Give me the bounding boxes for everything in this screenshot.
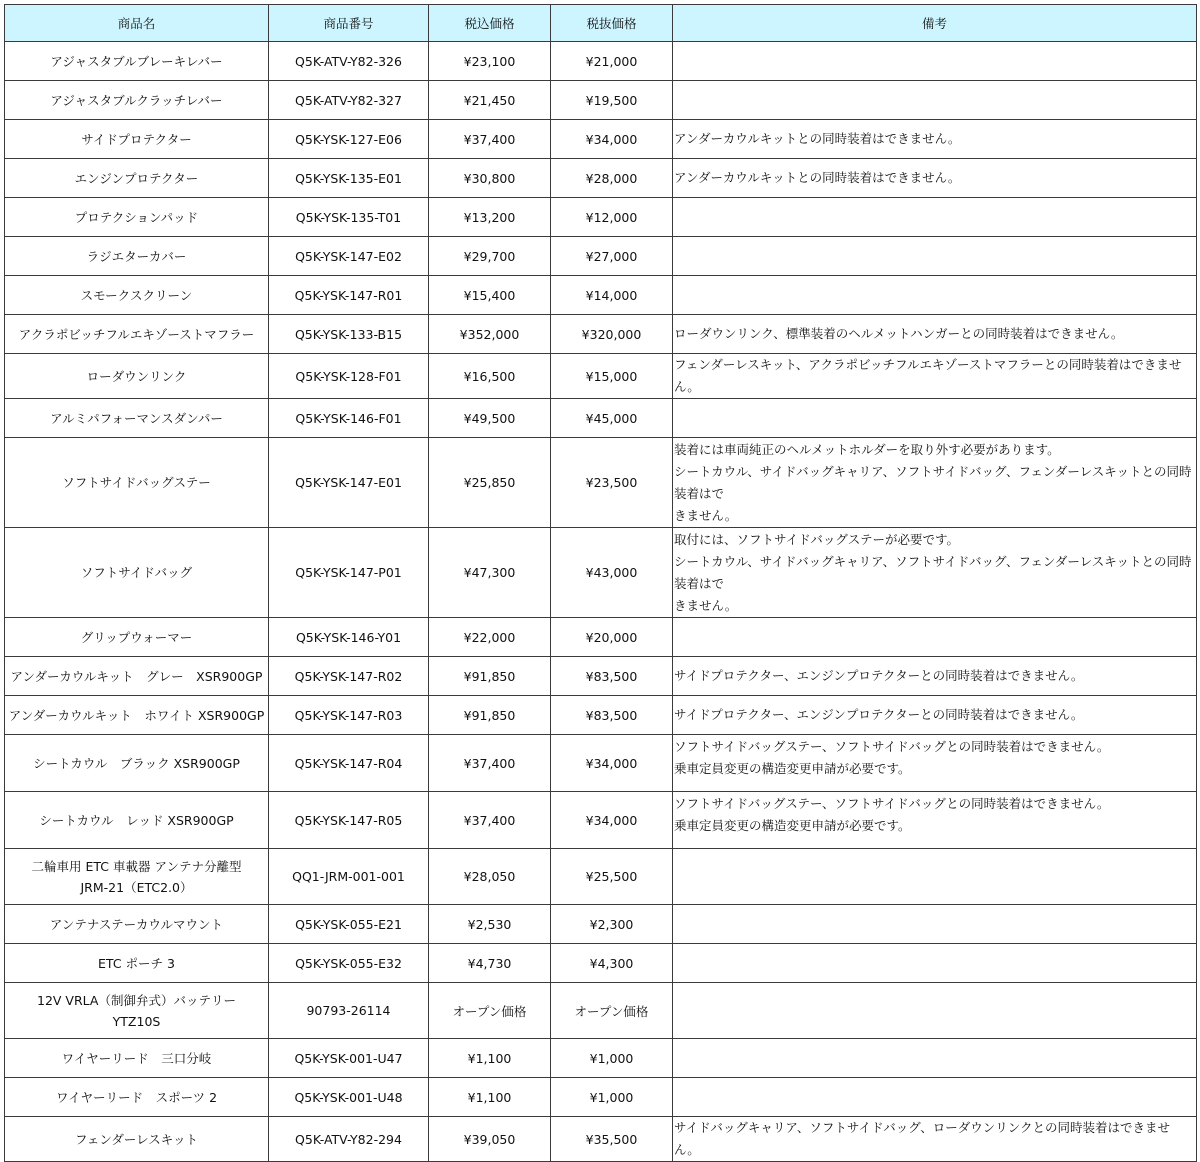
table-row	[5, 276, 1197, 315]
cell-price-tax-included: ¥13,200	[429, 198, 551, 237]
note-line: きません。	[674, 508, 738, 523]
note-line: シートカウル、サイドバッグキャリア、ソフトサイドバッグ、フェンダーレスキットとの同時装着はで	[674, 554, 1192, 591]
product-name-line: アジャスタブルブレーキレバー	[50, 53, 223, 69]
product-name-line: ソフトサイドバッグステー	[62, 475, 211, 490]
table-row	[5, 1039, 1197, 1078]
table-row	[5, 315, 1197, 354]
cell-notes	[673, 792, 1197, 849]
cell-product-code: Q5K-YSK-147-R05	[269, 792, 429, 849]
cell-product-code: Q5K-YSK-127-E06	[269, 120, 429, 159]
table-row	[5, 399, 1197, 438]
cell-product-code: Q5K-YSK-146-Y01	[269, 618, 429, 657]
cell-product-code: Q5K-YSK-135-E01	[269, 159, 429, 198]
product-name-line: サイドプロテクター	[81, 131, 192, 147]
cell-price-tax-excluded: ¥27,000	[551, 237, 673, 276]
cell-price-tax-included: ¥47,300	[429, 528, 551, 618]
note-line: アンダーカウルキットとの同時装着はできません。	[674, 131, 961, 146]
cell-notes	[673, 276, 1197, 315]
cell-price-tax-included: ¥91,850	[429, 657, 551, 696]
cell-product-code: Q5K-YSK-147-P01	[269, 528, 429, 618]
cell-product-code: Q5K-YSK-147-R02	[269, 657, 429, 696]
cell-product-name	[5, 159, 269, 198]
cell-product-code: QQ1-JRM-001-001	[269, 849, 429, 905]
cell-product-name	[5, 120, 269, 159]
note-line: サイドプロテクター、エンジンプロテクターとの同時装着はできません。	[674, 668, 1084, 683]
product-name-line: グリップウォーマー	[80, 629, 193, 645]
product-name-line: ワイヤーリード スポーツ 2	[55, 1089, 218, 1105]
cell-price-tax-included: ¥37,400	[429, 120, 551, 159]
note-line: 乗車定員変更の構造変更申請が必要です。	[674, 761, 911, 776]
cell-price-tax-included: ¥28,050	[429, 849, 551, 905]
product-name-line: アンダーカウルキット グレー XSR900GP	[10, 668, 263, 684]
cell-price-tax-included: ¥2,530	[429, 905, 551, 944]
note-line: シートカウル、サイドバッグキャリア、ソフトサイドバッグ、フェンダーレスキットとの同時装着はで	[674, 464, 1192, 501]
header-price-tax-excluded: 税抜価格	[551, 5, 673, 42]
table-body	[5, 42, 1197, 1162]
product-name-line: シートカウル レッド XSR900GP	[39, 812, 234, 828]
cell-product-name	[5, 1117, 269, 1162]
table-row	[5, 120, 1197, 159]
cell-price-tax-included: ¥16,500	[429, 354, 551, 399]
product-name-line: アンテナステーカウルマウント	[49, 916, 224, 932]
cell-notes	[673, 315, 1197, 354]
cell-price-tax-excluded: ¥14,000	[551, 276, 673, 315]
cell-price-tax-excluded: ¥20,000	[551, 618, 673, 657]
cell-product-code: Q5K-YSK-147-E02	[269, 237, 429, 276]
cell-notes	[673, 618, 1197, 657]
cell-price-tax-excluded: ¥15,000	[551, 354, 673, 399]
cell-price-tax-excluded: ¥34,000	[551, 735, 673, 792]
table-row	[5, 618, 1197, 657]
header-row	[5, 5, 1197, 42]
product-name-line: JRM-21（ETC2.0）	[80, 879, 193, 895]
note-line: 装着には車両純正のヘルメットホルダーを取り外す必要があります。	[674, 442, 1060, 457]
cell-price-tax-included: ¥37,400	[429, 735, 551, 792]
cell-price-tax-included: ¥30,800	[429, 159, 551, 198]
product-name-line: ローダウンリンク	[86, 368, 187, 384]
table-row	[5, 354, 1197, 399]
cell-product-name	[5, 315, 269, 354]
product-name-line: スモークスクリーン	[80, 287, 193, 303]
product-name-line: ソフトサイドバッグ	[80, 565, 193, 580]
product-name-line: アジャスタブルクラッチレバー	[50, 92, 223, 108]
cell-product-name	[5, 792, 269, 849]
cell-price-tax-excluded: ¥1,000	[551, 1039, 673, 1078]
table-row	[5, 42, 1197, 81]
cell-notes	[673, 354, 1197, 399]
cell-product-name	[5, 237, 269, 276]
cell-product-code: Q5K-YSK-133-B15	[269, 315, 429, 354]
cell-product-name	[5, 354, 269, 399]
header-price-tax-included: 税込価格	[429, 5, 551, 42]
cell-notes	[673, 696, 1197, 735]
table-row	[5, 983, 1197, 1039]
cell-price-tax-included: ¥22,000	[429, 618, 551, 657]
cell-notes	[673, 983, 1197, 1039]
table-row	[5, 657, 1197, 696]
header-product-code: 商品番号	[269, 5, 429, 42]
cell-price-tax-excluded: ¥12,000	[551, 198, 673, 237]
cell-notes	[673, 198, 1197, 237]
cell-notes	[673, 528, 1197, 618]
cell-price-tax-excluded: ¥1,000	[551, 1078, 673, 1117]
cell-notes	[673, 735, 1197, 792]
cell-product-code: Q5K-ATV-Y82-294	[269, 1117, 429, 1162]
cell-product-code: Q5K-YSK-147-E01	[269, 438, 429, 528]
product-name-line: アクラポビッチフルエキゾーストマフラー	[18, 326, 255, 342]
cell-product-code: Q5K-YSK-128-F01	[269, 354, 429, 399]
cell-notes	[673, 1039, 1197, 1078]
cell-product-name	[5, 849, 269, 905]
note-line: 乗車定員変更の構造変更申請が必要です。	[674, 818, 911, 833]
cell-price-tax-excluded: ¥21,000	[551, 42, 673, 81]
product-table	[4, 4, 1197, 1162]
cell-price-tax-excluded: ¥28,000	[551, 159, 673, 198]
cell-notes	[673, 42, 1197, 81]
cell-notes	[673, 944, 1197, 983]
table-row	[5, 81, 1197, 120]
cell-product-code: 90793-26114	[269, 983, 429, 1039]
cell-product-name	[5, 983, 269, 1039]
cell-price-tax-excluded: ¥34,000	[551, 792, 673, 849]
cell-price-tax-included: オープン価格	[429, 983, 551, 1039]
product-name-line: プロテクションパッド	[74, 209, 199, 225]
cell-price-tax-excluded: ¥320,000	[551, 315, 673, 354]
note-line: きません。	[674, 598, 738, 613]
cell-price-tax-excluded: ¥4,300	[551, 944, 673, 983]
cell-notes	[673, 657, 1197, 696]
cell-price-tax-included: ¥1,100	[429, 1078, 551, 1117]
cell-product-code: Q5K-ATV-Y82-326	[269, 42, 429, 81]
cell-price-tax-excluded: ¥43,000	[551, 528, 673, 618]
cell-notes	[673, 1078, 1197, 1117]
header-product-name: 商品名	[5, 5, 269, 42]
table-row	[5, 696, 1197, 735]
cell-product-name	[5, 42, 269, 81]
cell-price-tax-included: ¥1,100	[429, 1039, 551, 1078]
cell-product-code: Q5K-YSK-147-R01	[269, 276, 429, 315]
note-line: ソフトサイドバッグステー、ソフトサイドバッグとの同時装着はできません。	[674, 796, 1110, 811]
cell-product-name	[5, 438, 269, 528]
note-line: アンダーカウルキットとの同時装着はできません。	[674, 170, 961, 185]
cell-product-name	[5, 399, 269, 438]
cell-notes	[673, 905, 1197, 944]
table-row	[5, 944, 1197, 983]
table-row	[5, 792, 1197, 849]
cell-product-code: Q5K-YSK-135-T01	[269, 198, 429, 237]
cell-product-name	[5, 944, 269, 983]
cell-product-name	[5, 528, 269, 618]
cell-price-tax-excluded: ¥25,500	[551, 849, 673, 905]
cell-product-name	[5, 618, 269, 657]
cell-price-tax-included: ¥23,100	[429, 42, 551, 81]
note-line: ローダウンリンク、標準装着のヘルメットハンガーとの同時装着はできません。	[674, 326, 1124, 341]
table-row	[5, 849, 1197, 905]
cell-product-name	[5, 1078, 269, 1117]
cell-notes	[673, 1117, 1197, 1162]
header-notes: 備考	[673, 5, 1197, 42]
cell-product-code: Q5K-YSK-055-E32	[269, 944, 429, 983]
cell-price-tax-included: ¥91,850	[429, 696, 551, 735]
cell-price-tax-excluded: ¥83,500	[551, 696, 673, 735]
cell-price-tax-excluded: オープン価格	[551, 983, 673, 1039]
cell-notes	[673, 438, 1197, 528]
cell-price-tax-excluded: ¥34,000	[551, 120, 673, 159]
table-row	[5, 1117, 1197, 1162]
cell-product-code: Q5K-YSK-146-F01	[269, 399, 429, 438]
cell-notes	[673, 237, 1197, 276]
product-name-line: 12V VRLA（制御弁式）バッテリー	[37, 992, 236, 1008]
cell-price-tax-excluded: ¥83,500	[551, 657, 673, 696]
cell-price-tax-excluded: ¥45,000	[551, 399, 673, 438]
cell-notes	[673, 81, 1197, 120]
table-row	[5, 438, 1197, 528]
table-row	[5, 198, 1197, 237]
cell-notes	[673, 849, 1197, 905]
cell-product-name	[5, 276, 269, 315]
table-row	[5, 905, 1197, 944]
cell-price-tax-included: ¥25,850	[429, 438, 551, 528]
cell-notes	[673, 399, 1197, 438]
cell-product-name	[5, 905, 269, 944]
product-name-line: アルミパフォーマンスダンパー	[50, 410, 223, 426]
cell-product-name	[5, 1039, 269, 1078]
cell-price-tax-included: ¥352,000	[429, 315, 551, 354]
product-name-line: フェンダーレスキット	[74, 1131, 198, 1147]
product-name-line: 二輪車用 ETC 車載器 アンテナ分離型	[31, 858, 242, 874]
cell-price-tax-included: ¥37,400	[429, 792, 551, 849]
note-line: サイドプロテクター、エンジンプロテクターとの同時装着はできません。	[674, 707, 1084, 722]
product-name-line: ETC ポーチ 3	[98, 955, 175, 971]
cell-product-name	[5, 696, 269, 735]
product-name-line: ワイヤーリード 三口分岐	[61, 1050, 212, 1066]
product-name-line: YTZ10S	[112, 1013, 161, 1029]
cell-price-tax-included: ¥4,730	[429, 944, 551, 983]
cell-price-tax-included: ¥15,400	[429, 276, 551, 315]
cell-price-tax-included: ¥49,500	[429, 399, 551, 438]
cell-notes	[673, 159, 1197, 198]
cell-price-tax-excluded: ¥35,500	[551, 1117, 673, 1162]
table-row	[5, 159, 1197, 198]
cell-price-tax-included: ¥29,700	[429, 237, 551, 276]
note-line: 取付には、ソフトサイドバッグステーが必要です。	[674, 532, 960, 547]
table-row	[5, 1078, 1197, 1117]
product-name-line: シートカウル ブラック XSR900GP	[33, 755, 240, 771]
table-row	[5, 237, 1197, 276]
cell-product-name	[5, 198, 269, 237]
table-row	[5, 735, 1197, 792]
product-name-line: アンダーカウルキット ホワイト XSR900GP	[8, 707, 265, 723]
cell-product-code: Q5K-YSK-001-U48	[269, 1078, 429, 1117]
cell-price-tax-excluded: ¥2,300	[551, 905, 673, 944]
cell-product-code: Q5K-YSK-147-R03	[269, 696, 429, 735]
cell-price-tax-included: ¥21,450	[429, 81, 551, 120]
cell-price-tax-excluded: ¥23,500	[551, 438, 673, 528]
cell-product-name	[5, 657, 269, 696]
cell-notes	[673, 120, 1197, 159]
note-line: ソフトサイドバッグステー、ソフトサイドバッグとの同時装着はできません。	[674, 739, 1110, 754]
cell-price-tax-excluded: ¥19,500	[551, 81, 673, 120]
table-row	[5, 528, 1197, 618]
cell-product-code: Q5K-YSK-055-E21	[269, 905, 429, 944]
cell-product-code: Q5K-ATV-Y82-327	[269, 81, 429, 120]
note-line: サイドバッグキャリア、ソフトサイドバッグ、ローダウンリンクとの同時装着はできません。	[674, 1120, 1171, 1157]
cell-product-name	[5, 81, 269, 120]
product-name-line: エンジンプロテクター	[74, 170, 199, 186]
cell-product-name	[5, 735, 269, 792]
cell-price-tax-included: ¥39,050	[429, 1117, 551, 1162]
cell-product-code: Q5K-YSK-001-U47	[269, 1039, 429, 1078]
cell-product-code: Q5K-YSK-147-R04	[269, 735, 429, 792]
product-name-line: ラジエターカバー	[86, 248, 187, 264]
note-line: フェンダーレスキット、アクラポビッチフルエキゾーストマフラーとの同時装着はできません。	[674, 357, 1182, 394]
